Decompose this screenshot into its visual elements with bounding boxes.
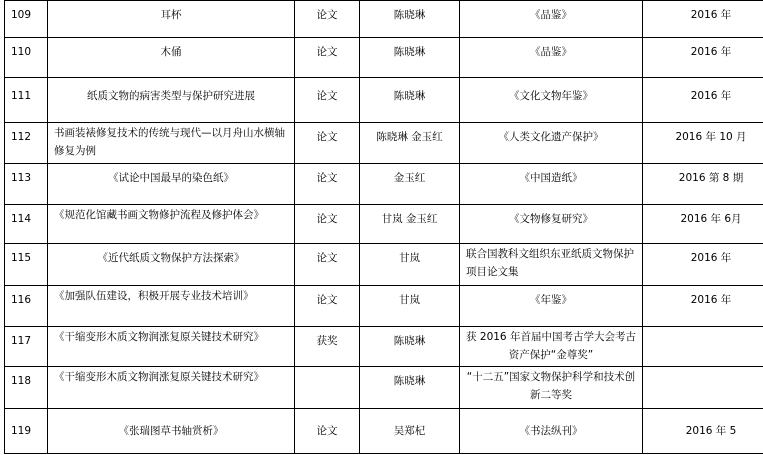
- row-number: 116: [5, 286, 48, 327]
- type-cell: 获奖: [295, 327, 360, 367]
- title-cell: 《干缩变形木质文物润涨复原关键技术研究》: [48, 367, 295, 409]
- date-cell: 2016 年 10 月: [643, 123, 763, 164]
- title-cell: 《干缩变形木质文物润涨复原关键技术研究》: [48, 327, 295, 367]
- type-cell: 论文: [295, 409, 360, 454]
- table-row: [5, 1, 763, 38]
- author-cell: 甘岚: [360, 244, 460, 286]
- author-cell: 吴郑杞: [360, 409, 460, 454]
- table-row: [5, 78, 763, 123]
- records-table: [4, 0, 763, 454]
- date-cell: 2016 年 6月: [643, 205, 763, 244]
- row-number: 118: [5, 367, 48, 409]
- table-row: [5, 205, 763, 244]
- type-cell: 论文: [295, 78, 360, 123]
- author-cell: 陈晓琳: [360, 78, 460, 123]
- publication-cell: 获 2016 年首届中国考古学大会考古资产保护“金尊奖”: [460, 327, 643, 367]
- table-row: [5, 367, 763, 409]
- type-cell: 论文: [295, 123, 360, 164]
- author-cell: 陈晓琳: [360, 1, 460, 38]
- publication-cell: 《书法纵刊》: [460, 409, 643, 454]
- type-cell: [295, 367, 360, 409]
- author-cell: 甘岚: [360, 286, 460, 327]
- date-cell: 2016 年: [643, 286, 763, 327]
- type-cell: 论文: [295, 164, 360, 205]
- row-number: 114: [5, 205, 48, 244]
- row-number: 109: [5, 1, 48, 38]
- type-cell: 论文: [295, 205, 360, 244]
- publication-cell: 《年鉴》: [460, 286, 643, 327]
- table-row: [5, 123, 763, 164]
- row-number: 119: [5, 409, 48, 454]
- publication-cell: 《人类文化遗产保护》: [460, 123, 643, 164]
- date-cell: [643, 367, 763, 409]
- author-cell: 金玉红: [360, 164, 460, 205]
- author-cell: 甘岚 金玉红: [360, 205, 460, 244]
- title-cell: 《试论中国最早的染色纸》: [48, 164, 295, 205]
- type-cell: 论文: [295, 244, 360, 286]
- row-number: 110: [5, 38, 48, 78]
- table-row: [5, 244, 763, 286]
- title-cell: 《张瑞图草书轴赏析》: [48, 409, 295, 454]
- date-cell: 2016 年: [643, 1, 763, 38]
- author-cell: 陈晓琳 金玉红: [360, 123, 460, 164]
- table-row: [5, 38, 763, 78]
- publication-cell: “十二五”国家文物保护科学和技术创新二等奖: [460, 367, 643, 409]
- date-cell: 2016 第 8 期: [643, 164, 763, 205]
- date-cell: [643, 327, 763, 367]
- title-cell: 书画装裱修复技术的传统与现代—以月舟山水横轴修复为例: [48, 123, 295, 164]
- type-cell: 论文: [295, 1, 360, 38]
- date-cell: 2016 年: [643, 244, 763, 286]
- title-cell: 《加强队伍建设，积极开展专业技术培训》: [48, 286, 295, 327]
- row-number: 112: [5, 123, 48, 164]
- publication-cell: 《中国造纸》: [460, 164, 643, 205]
- row-number: 117: [5, 327, 48, 367]
- type-cell: 论文: [295, 38, 360, 78]
- title-cell: 木俑: [48, 38, 295, 78]
- title-cell: 《近代纸质文物保护方法探索》: [48, 244, 295, 286]
- publication-cell: 《品鉴》: [460, 1, 643, 38]
- table-row: [5, 286, 763, 327]
- publication-cell: 联合国教科文组织东亚纸质文物保护项目论文集: [460, 244, 643, 286]
- author-cell: 陈晓琳: [360, 327, 460, 367]
- publication-cell: 《文化文物年鉴》: [460, 78, 643, 123]
- publication-cell: 《品鉴》: [460, 38, 643, 78]
- title-cell: 耳杯: [48, 1, 295, 38]
- records-table-container: [4, 0, 759, 455]
- table-row: [5, 164, 763, 205]
- date-cell: 2016 年: [643, 38, 763, 78]
- row-number: 113: [5, 164, 48, 205]
- title-cell: 《规范化馆藏书画文物修护流程及修护体会》: [48, 205, 295, 244]
- date-cell: 2016 年: [643, 78, 763, 123]
- date-cell: 2016 年 5: [643, 409, 763, 454]
- type-cell: 论文: [295, 286, 360, 327]
- author-cell: 陈晓琳: [360, 367, 460, 409]
- row-number: 111: [5, 78, 48, 123]
- publication-cell: 《文物修复研究》: [460, 205, 643, 244]
- row-number: 115: [5, 244, 48, 286]
- table-row: [5, 409, 763, 454]
- title-cell: 纸质文物的病害类型与保护研究进展: [48, 78, 295, 123]
- table-row: [5, 327, 763, 367]
- author-cell: 陈晓琳: [360, 38, 460, 78]
